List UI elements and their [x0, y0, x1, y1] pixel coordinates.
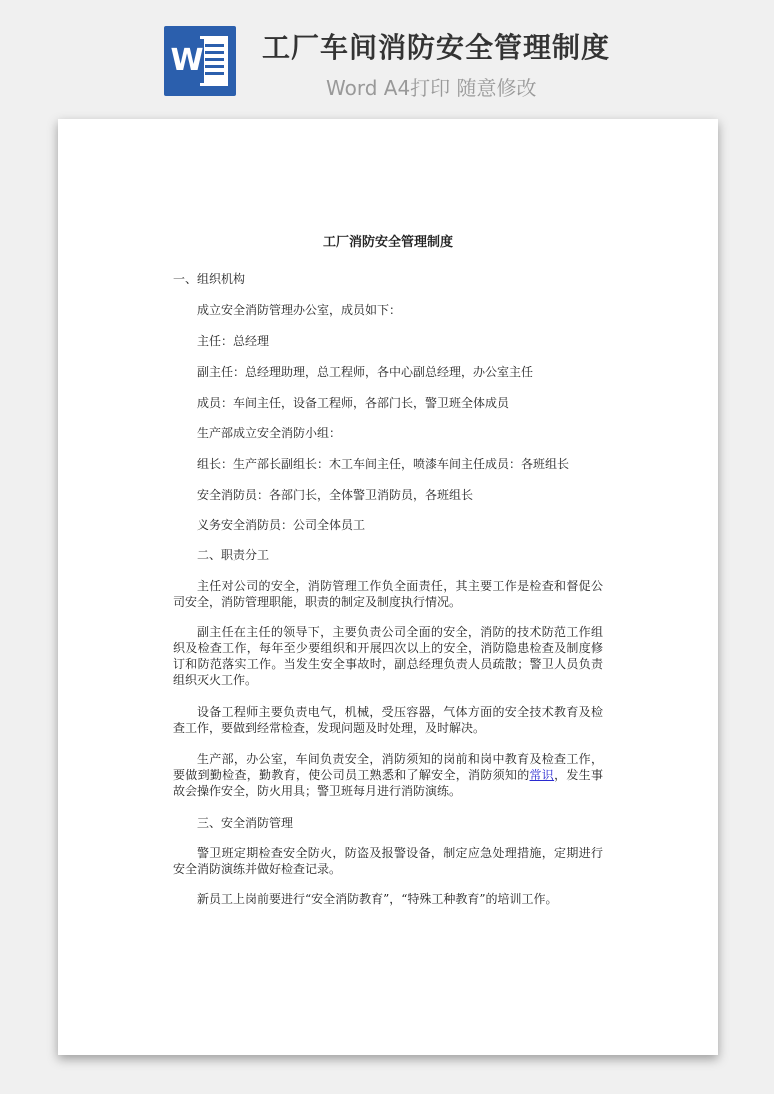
section-heading: 二、职责分工	[197, 548, 270, 562]
paragraph: 主任：总经理	[197, 334, 270, 348]
banner-subtitle: Word A4打印 随意修改	[326, 76, 537, 100]
document-page	[58, 119, 718, 1055]
header-banner	[0, 0, 774, 112]
paragraph: 警卫班定期检查安全防火，防盗及报警设备，制定应急处理措施，定期进行安全消防演练并做好检查记录。	[173, 846, 603, 876]
logo-letter: W	[170, 39, 204, 83]
paragraph: 副主任在主任的领导下，主要负责公司全面的安全，消防的技术防范工作组织及检查工作，每年至少要组织和开展四次以上的安全，消防隐患检查及制度修订和防范落实工作。当发生安全事故时，副总经理负责人员疏散；警卫人员负责组织灭火工作。	[173, 625, 603, 687]
paragraph: 主任对公司的安全，消防管理工作负全面责任，其主要工作是检查和督促公司安全，消防管理职能，职责的制定及制度执行情况。	[173, 579, 603, 609]
word-icon	[164, 26, 236, 96]
paragraph: 义务安全消防员：公司全体员工	[197, 518, 366, 532]
section-heading: 一、组织机构	[173, 272, 246, 286]
paragraph: 生产部成立安全消防小组：	[197, 426, 342, 440]
paragraph: 成员：车间主任，设备工程师，各部门长，警卫班全体成员	[197, 396, 510, 410]
page-lines	[200, 36, 228, 86]
paragraph-text: 生产部，办公室，车间负责安全，消防须知的岗前和岗中教育及检查工作，要做到勤检查，勤教育，使公司员工熟悉和了解安全，消防须知的	[173, 752, 603, 782]
paragraph: 副主任：总经理助理，总工程师，各中心副总经理，办公室主任	[197, 365, 534, 379]
paragraph: 组长：生产部长副组长：木工车间主任，喷漆车间主任成员：各班组长	[197, 457, 570, 471]
changshi-link[interactable]: 常识	[529, 768, 555, 782]
section-heading: 三、安全消防管理	[197, 816, 294, 830]
paragraph: 设备工程师主要负责电气，机械，受压容器，气体方面的安全技术教育及检查工作，要做到经常检查，发现问题及时处理，及时解决。	[173, 705, 603, 735]
document-title: 工厂消防安全管理制度	[322, 235, 453, 250]
paragraph: 新员工上岗前要进行“安全消防教育”，“特殊工种教育”的培训工作。	[197, 892, 558, 906]
paragraph-text: ，发生事故会操作安全，防火用具；警卫班每月进行消防演练。	[173, 768, 603, 798]
paragraph	[173, 751, 603, 799]
paragraph: 安全消防员：各部门长，全体警卫消防员，各班组长	[197, 488, 474, 502]
banner-title: 工厂车间消防安全管理制度	[262, 31, 611, 64]
paragraph: 成立安全消防管理办公室，成员如下：	[197, 303, 402, 317]
